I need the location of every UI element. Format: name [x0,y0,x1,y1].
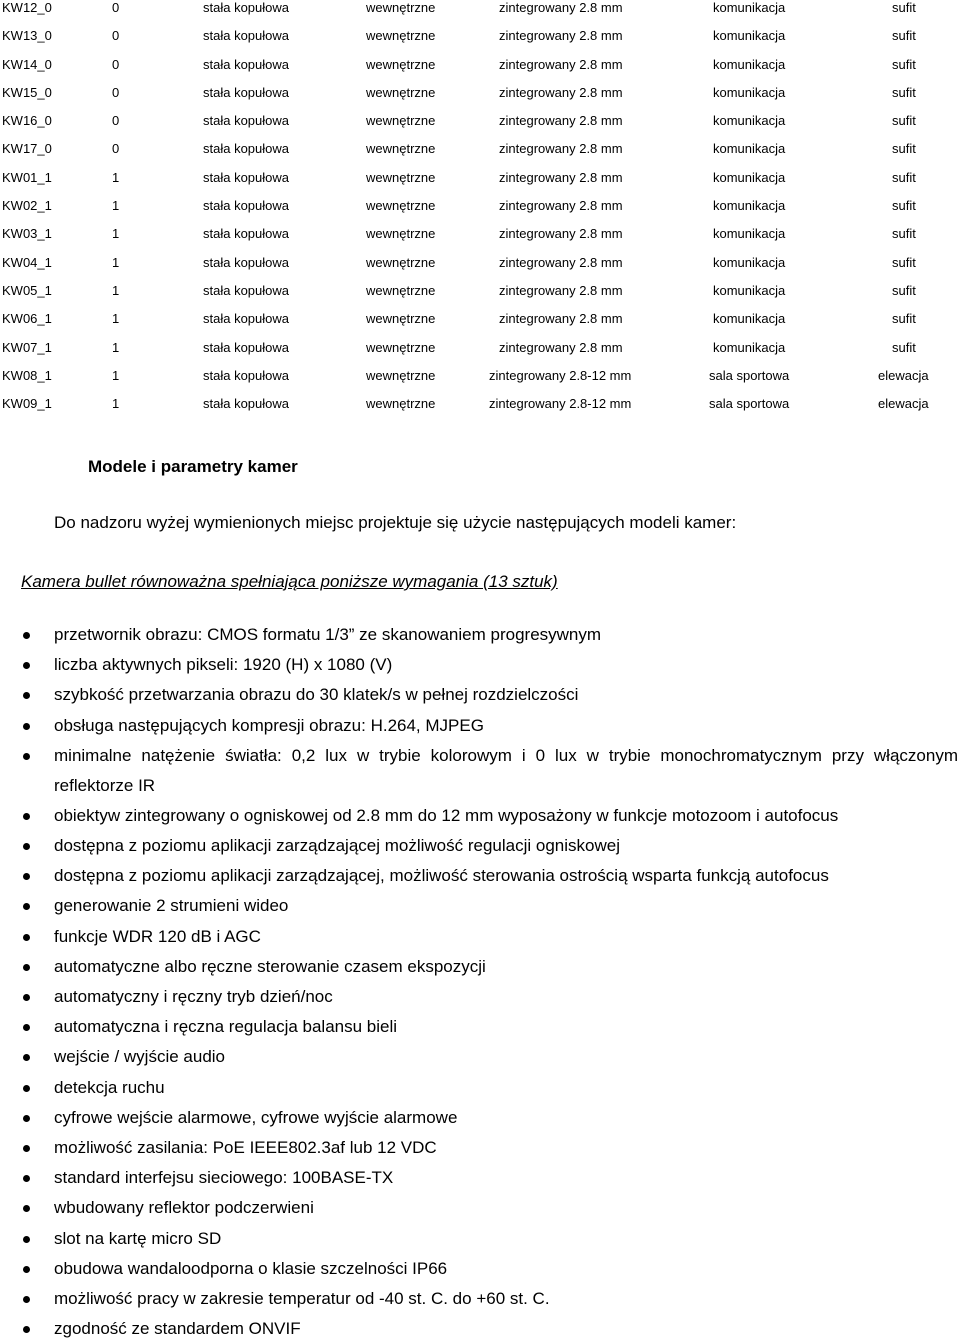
list-item [0,741,960,801]
list-item-text: automatyczna i ręczna regulacja balansu bieli [54,1017,398,1037]
list-item-text: minimalne natężenie światła: 0,2 lux w trybie kolorowym i 0 lux w trybie monochromatycznym przy włączonym reflektorze IR [54,745,958,795]
bullet-icon [23,1326,30,1333]
bullet-icon [23,662,30,669]
bullet-icon [23,1145,30,1152]
table-cell-lens: zintegrowany 2.8 mm [499,56,623,72]
bullet-icon [23,813,30,820]
table-cell-level: 1 [112,311,120,327]
list-item-text: liczba aktywnych pikseli: 1920 (H) x 1080 (V) [54,655,393,675]
table-cell-mount: sufit [892,339,916,355]
table-cell-type: stała kopułowa [203,28,289,44]
table-cell-lens: zintegrowany 2.8 mm [499,28,623,44]
list-item-text: generowanie 2 strumieni wideo [54,896,289,916]
table-cell-lens: zintegrowany 2.8 mm [499,141,623,157]
table-cell-lens: zintegrowany 2.8 mm [499,282,623,298]
table-cell-area: komunikacja [713,141,786,157]
table-cell-placement: wewnętrzne [366,113,436,129]
table-cell-mount: sufit [892,198,916,214]
table-row [0,85,960,113]
table-cell-placement: wewnętrzne [366,226,436,242]
table-cell-placement: wewnętrzne [366,169,436,185]
list-item [0,1012,960,1042]
table-cell-level: 0 [112,56,120,72]
table-cell-placement: wewnętrzne [366,0,436,15]
table-cell-area: komunikacja [713,28,786,44]
table-cell-lens: zintegrowany 2.8-12 mm [489,396,632,412]
table-cell-area: komunikacja [713,339,786,355]
table-cell-type: stała kopułowa [203,396,289,412]
table-cell-area: sala sportowa [709,367,790,383]
table-cell-mount: sufit [892,169,916,185]
table-cell-mount: sufit [892,282,916,298]
table-cell-level: 0 [112,113,120,129]
table-cell-area: komunikacja [713,311,786,327]
table-cell-lens: zintegrowany 2.8 mm [499,339,623,355]
list-item [0,1073,960,1103]
table-cell-lens: zintegrowany 2.8 mm [499,169,623,185]
list-item [0,922,960,952]
table-cell-mount: sufit [892,254,916,270]
table-cell-type: stała kopułowa [203,311,289,327]
table-cell-placement: wewnętrzne [366,28,436,44]
list-item-text: obiektyw zintegrowany o ogniskowej od 2.8 mm do 12 mm wyposażony w funkcje motozoom i autofocus [54,805,839,825]
table-cell-area: komunikacja [713,282,786,298]
table-cell-id: KW04_1 [2,254,52,270]
table-cell-level: 1 [112,367,120,383]
list-item [0,1042,960,1072]
list-item-text: obsługa następujących kompresji obrazu: H.264, MJPEG [54,715,484,735]
table-cell-placement: wewnętrzne [366,84,436,100]
table-row [0,141,960,169]
bullet-icon [23,1085,30,1092]
table-cell-level: 0 [112,28,120,44]
table-cell-level: 0 [112,84,120,100]
table-cell-lens: zintegrowany 2.8 mm [499,84,623,100]
table-cell-level: 1 [112,254,120,270]
section-heading: Modele i parametry kamer [88,457,298,476]
table-cell-placement: wewnętrzne [366,141,436,157]
intro-paragraph: Do nadzoru wyżej wymienionych miejsc projektuje się użycie następujących modeli kamer: [54,513,737,532]
table-cell-id: KW01_1 [2,169,52,185]
bullet-icon [23,1024,30,1031]
table-cell-level: 1 [112,169,120,185]
list-item [0,1284,960,1314]
camera-spec-list [0,620,960,1344]
table-cell-type: stała kopułowa [203,56,289,72]
table-cell-area: komunikacja [713,84,786,100]
table-row [0,28,960,56]
table-cell-level: 1 [112,226,120,242]
table-cell-area: komunikacja [713,169,786,185]
table-cell-level: 1 [112,396,120,412]
bullet-icon [23,1175,30,1182]
table-cell-id: KW13_0 [2,28,52,44]
table-cell-type: stała kopułowa [203,367,289,383]
table-cell-id: KW09_1 [2,396,52,412]
table-cell-mount: elewacja [878,396,929,412]
table-cell-lens: zintegrowany 2.8 mm [499,0,623,15]
bullet-icon [23,843,30,850]
table-row [0,340,960,368]
table-cell-lens: zintegrowany 2.8 mm [499,226,623,242]
list-item [0,891,960,921]
list-item-text: możliwość zasilania: PoE IEEE802.3af lub 12 VDC [54,1138,437,1158]
table-cell-placement: wewnętrzne [366,367,436,383]
table-cell-id: KW02_1 [2,198,52,214]
camera-model-subheading: Kamera bullet równoważna spełniająca poniższe wymagania (13 sztuk) [21,572,558,591]
list-item-text: automatyczne albo ręczne sterowanie czasem ekspozycji [54,956,486,976]
list-item [0,952,960,982]
table-cell-mount: sufit [892,0,916,15]
table-cell-placement: wewnętrzne [366,56,436,72]
bullet-icon [23,934,30,941]
table-cell-lens: zintegrowany 2.8 mm [499,254,623,270]
bullet-icon [23,1266,30,1273]
list-item [0,801,960,831]
camera-table [0,0,960,424]
table-cell-type: stała kopułowa [203,254,289,270]
table-cell-type: stała kopułowa [203,84,289,100]
bullet-icon [23,1205,30,1212]
list-item-text: przetwornik obrazu: CMOS formatu 1/3” ze skanowaniem progresywnym [54,625,602,644]
bullet-icon [23,1296,30,1303]
table-cell-type: stała kopułowa [203,282,289,298]
table-cell-id: KW17_0 [2,141,52,157]
table-cell-mount: sufit [892,113,916,129]
list-item-text: automatyczny i ręczny tryb dzień/noc [54,987,333,1007]
list-item-text: dostępna z poziomu aplikacji zarządzającej, możliwość sterowania ostrością wsparta funkcją autofocus [54,866,829,886]
list-item-text: wbudowany reflektor podczerwieni [54,1198,314,1218]
table-row [0,368,960,396]
table-cell-area: komunikacja [713,254,786,270]
table-cell-type: stała kopułowa [203,0,289,15]
bullet-icon [23,1115,30,1122]
table-cell-placement: wewnętrzne [366,311,436,327]
table-cell-placement: wewnętrzne [366,198,436,214]
table-row [0,311,960,339]
table-cell-mount: sufit [892,28,916,44]
table-row [0,57,960,85]
table-cell-id: KW03_1 [2,226,52,242]
table-cell-mount: sufit [892,56,916,72]
table-cell-type: stała kopułowa [203,169,289,185]
list-item-text: dostępna z poziomu aplikacji zarządzającej możliwość regulacji ogniskowej [54,836,620,856]
table-cell-id: KW06_1 [2,311,52,327]
table-cell-mount: sufit [892,311,916,327]
bullet-icon [23,632,30,639]
list-item [0,680,960,710]
table-row [0,170,960,198]
table-cell-level: 1 [112,198,120,214]
table-cell-level: 1 [112,339,120,355]
list-item [0,1133,960,1163]
table-row [0,226,960,254]
table-cell-type: stała kopułowa [203,198,289,214]
table-cell-id: KW16_0 [2,113,52,129]
list-item [0,831,960,861]
list-item-text: szybkość przetwarzania obrazu do 30 klatek/s w pełnej rozdzielczości [54,685,579,705]
list-item-text: zgodność ze standardem ONVIF [54,1319,301,1339]
list-item-text: standard interfejsu sieciowego: 100BASE-TX [54,1168,394,1188]
table-cell-area: komunikacja [713,113,786,129]
table-row [0,255,960,283]
list-item-text: cyfrowe wejście alarmowe, cyfrowe wyjście alarmowe [54,1107,458,1127]
table-cell-lens: zintegrowany 2.8-12 mm [489,367,632,383]
table-cell-area: komunikacja [713,0,786,15]
bullet-icon [23,723,30,730]
bullet-icon [23,964,30,971]
table-cell-id: KW15_0 [2,84,52,100]
table-cell-type: stała kopułowa [203,339,289,355]
table-cell-placement: wewnętrzne [366,254,436,270]
list-item-text: slot na kartę micro SD [54,1228,222,1248]
list-item [0,982,960,1012]
table-cell-type: stała kopułowa [203,141,289,157]
list-item [0,861,960,891]
table-cell-mount: sufit [892,84,916,100]
table-row [0,283,960,311]
table-cell-level: 0 [112,141,120,157]
list-item [0,650,960,680]
table-cell-id: KW08_1 [2,367,52,383]
table-cell-type: stała kopułowa [203,226,289,242]
list-item-text: obudowa wandaloodporna o klasie szczelności IP66 [54,1258,448,1278]
table-cell-type: stała kopułowa [203,113,289,129]
bullet-icon [23,1054,30,1061]
list-item [0,620,960,650]
table-cell-lens: zintegrowany 2.8 mm [499,198,623,214]
table-cell-id: KW12_0 [2,0,52,15]
table-cell-id: KW07_1 [2,339,52,355]
bullet-icon [23,692,30,699]
bullet-icon [23,903,30,910]
bullet-icon [23,753,30,760]
list-item [0,1163,960,1193]
list-item-text: możliwość pracy w zakresie temperatur od -40 st. C. do +60 st. C. [54,1289,550,1309]
table-cell-area: sala sportowa [709,396,790,412]
table-cell-area: komunikacja [713,56,786,72]
table-row [0,396,960,424]
table-cell-lens: zintegrowany 2.8 mm [499,113,623,129]
table-cell-area: komunikacja [713,226,786,242]
list-item-text: funkcje WDR 120 dB i AGC [54,926,261,946]
list-item [0,711,960,741]
table-cell-area: komunikacja [713,198,786,214]
table-cell-placement: wewnętrzne [366,339,436,355]
table-cell-level: 1 [112,282,120,298]
table-cell-mount: elewacja [878,367,929,383]
table-row [0,0,960,28]
table-row [0,113,960,141]
list-item [0,1193,960,1223]
table-cell-mount: sufit [892,141,916,157]
table-row [0,198,960,226]
list-item-text: detekcja ruchu [54,1077,165,1097]
bullet-icon [23,873,30,880]
table-cell-lens: zintegrowany 2.8 mm [499,311,623,327]
table-cell-mount: sufit [892,226,916,242]
table-cell-placement: wewnętrzne [366,282,436,298]
table-cell-level: 0 [112,0,120,15]
list-item [0,1254,960,1284]
bullet-icon [23,994,30,1001]
list-item [0,1314,960,1344]
list-item [0,1103,960,1133]
table-cell-id: KW05_1 [2,282,52,298]
table-cell-id: KW14_0 [2,56,52,72]
list-item-text: wejście / wyjście audio [54,1047,226,1067]
list-item [0,1224,960,1254]
bullet-icon [23,1236,30,1243]
table-cell-placement: wewnętrzne [366,396,436,412]
